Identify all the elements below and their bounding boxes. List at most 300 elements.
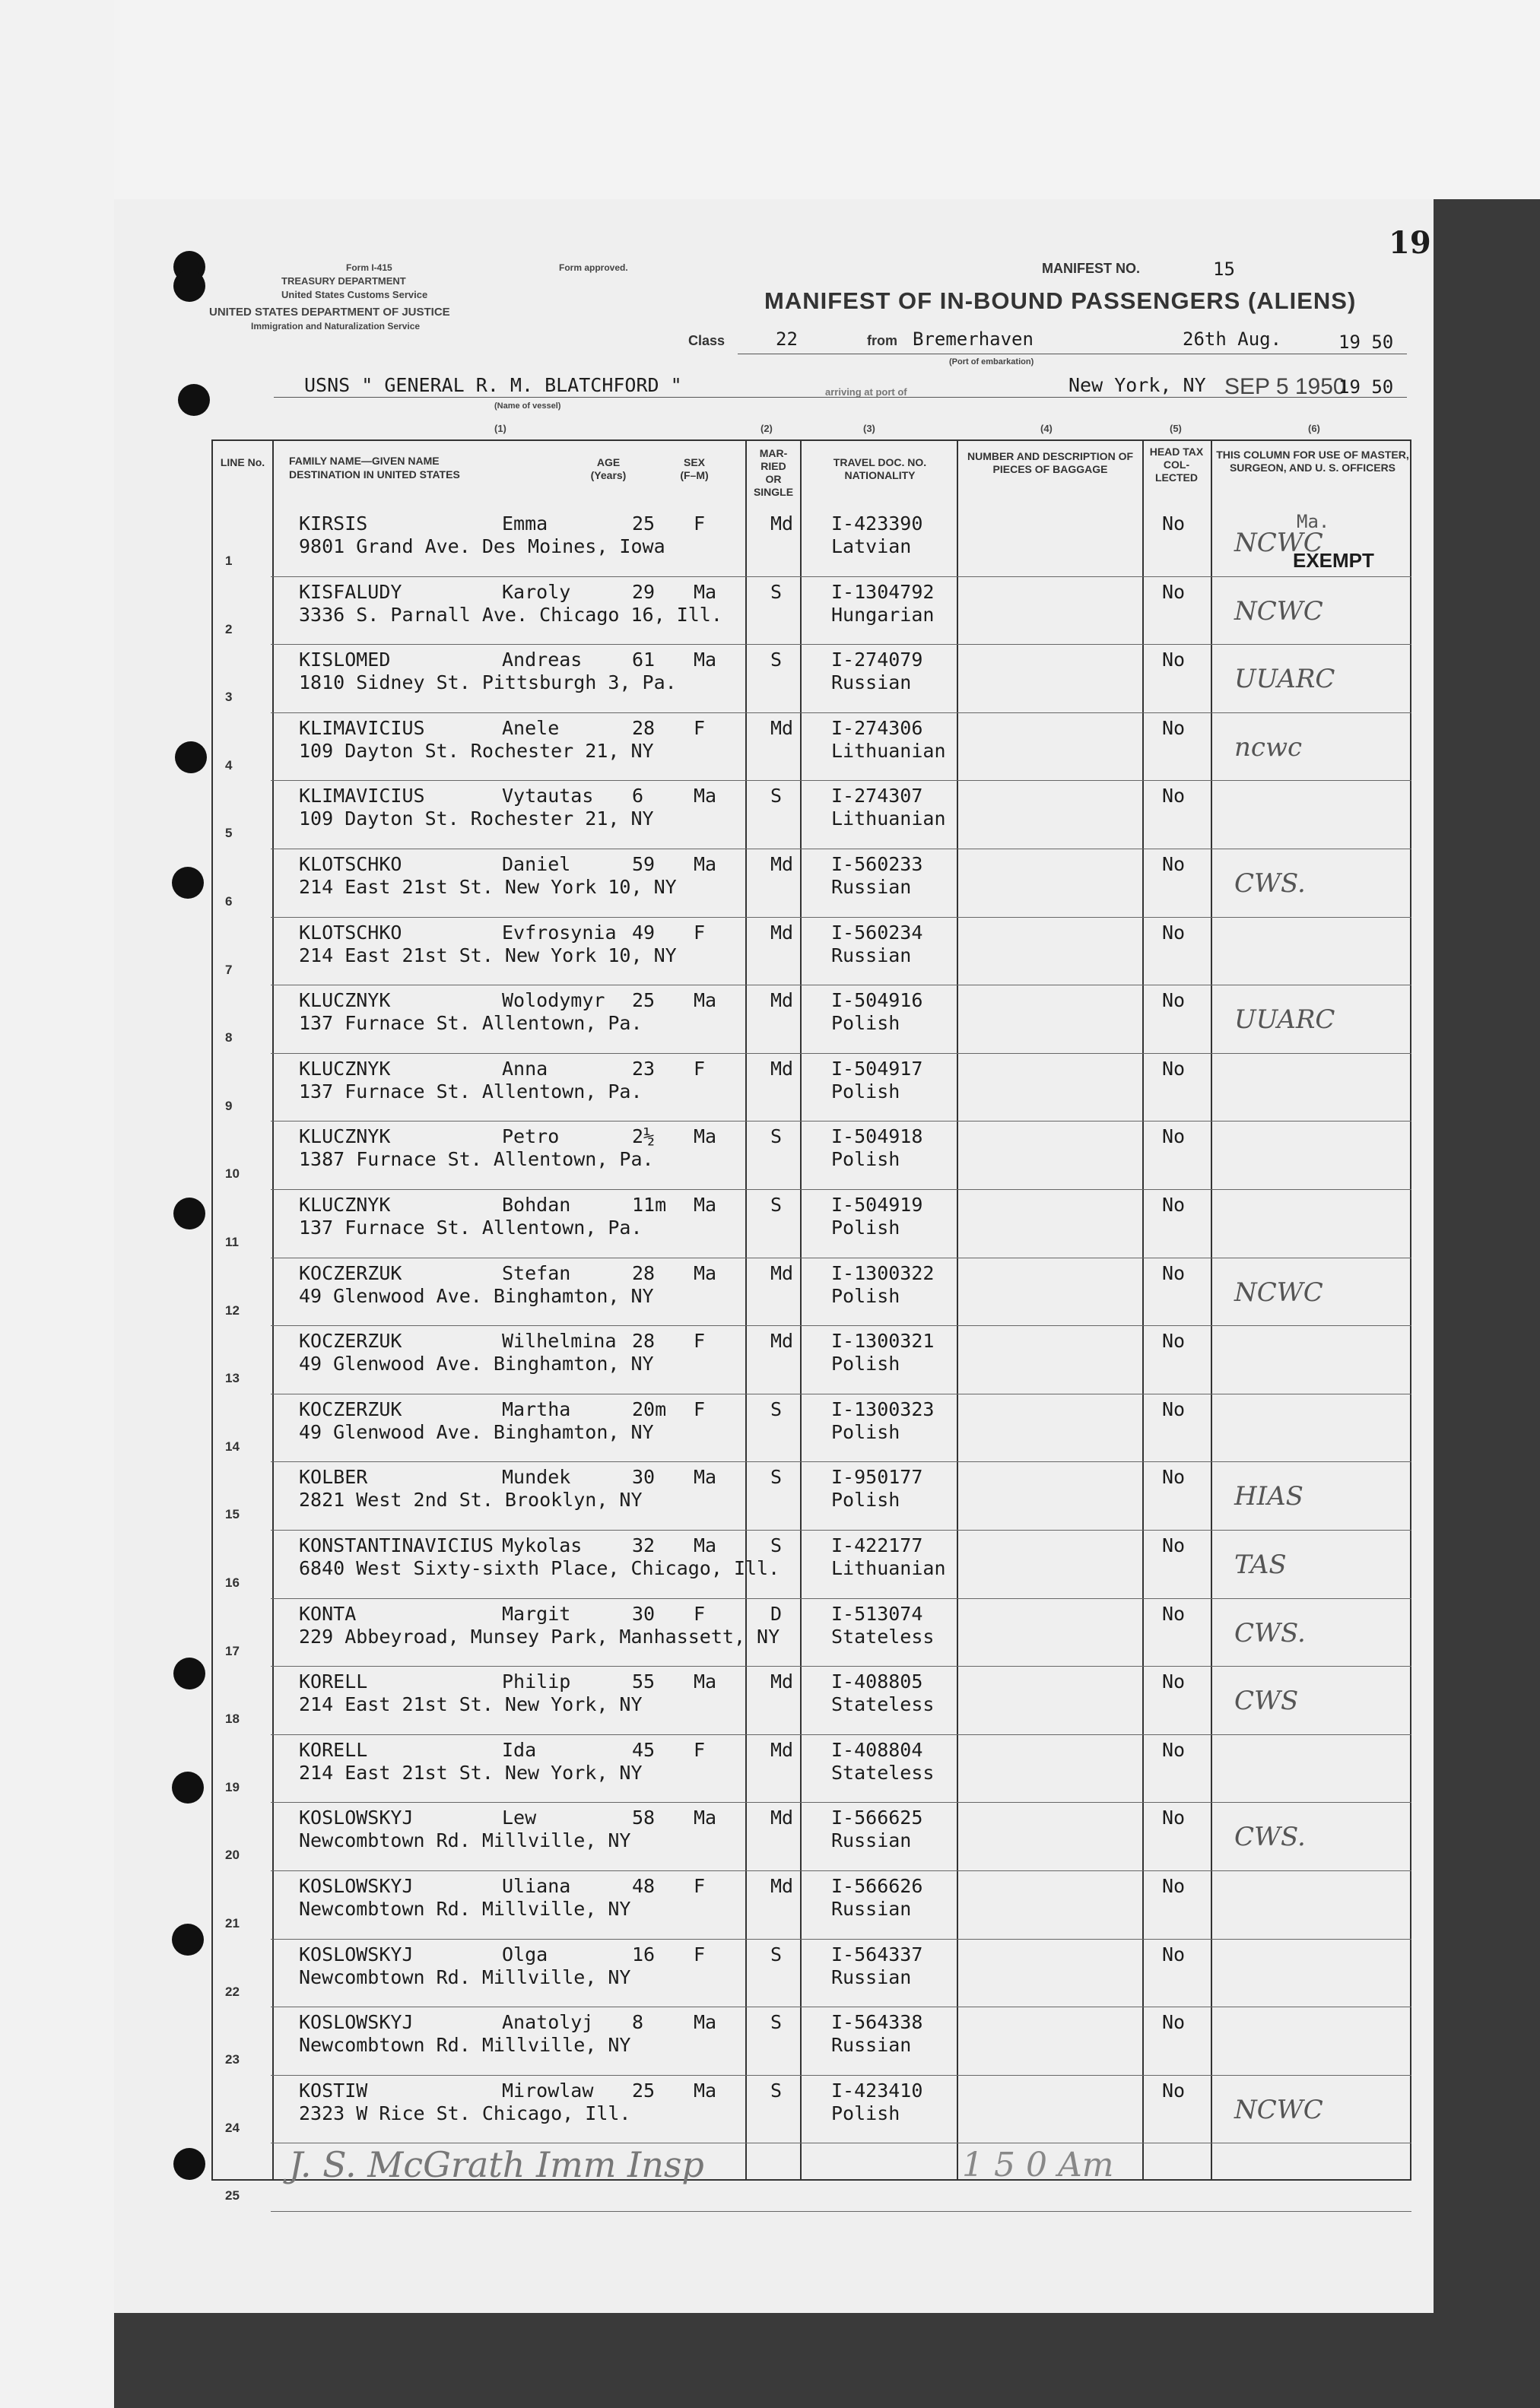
row-age: 30: [632, 1602, 656, 1625]
row-sex: Ma: [694, 649, 717, 671]
row-nationality: Polish: [831, 1284, 900, 1307]
row-line-number: 16: [225, 1575, 240, 1590]
row-divider: [271, 917, 1411, 918]
col-num-6: (6): [1308, 423, 1320, 434]
row-divider: [271, 1121, 1411, 1122]
row-sex: Ma: [694, 580, 717, 603]
col-num-2: (2): [760, 423, 773, 434]
col-head-destination: DESTINATION IN UNITED STATES: [289, 468, 460, 481]
row-sex: Ma: [694, 853, 717, 875]
row-travel-doc: I-422177: [831, 1534, 923, 1556]
row-officer-note: NCWC: [1234, 1277, 1323, 1308]
row-family-name: KIRSIS: [299, 512, 368, 535]
row-given-name: Margit: [502, 1602, 571, 1625]
row-head-tax: No: [1162, 1670, 1186, 1693]
row-nationality: Russian: [831, 876, 912, 898]
row-given-name: Karoly: [502, 580, 571, 603]
row-marital-status: S: [770, 1466, 783, 1489]
row-given-name: Olga: [502, 1943, 548, 1965]
row-destination: 214 East 21st St. New York, NY: [299, 1761, 643, 1784]
row-family-name: KONTA: [299, 1602, 357, 1625]
row-line-number: 11: [225, 1235, 239, 1249]
row-travel-doc: I-504916: [831, 989, 923, 1012]
row-age: 16: [632, 1943, 656, 1965]
row-destination: 9801 Grand Ave. Des Moines, Iowa: [299, 535, 665, 557]
row-line-number: 12: [225, 1302, 240, 1318]
row-family-name: KOSLOWSKYJ: [299, 1875, 414, 1897]
row-nationality: Russian: [831, 2034, 912, 2057]
row-head-tax: No: [1162, 1875, 1186, 1897]
row-officer-note: UUARC: [1234, 664, 1335, 695]
row-destination: Newcombtown Rd. Millville, NY: [299, 1898, 631, 1920]
row-age: 28: [632, 1261, 656, 1284]
row-given-name: Emma: [502, 512, 548, 535]
row-sex: Ma: [694, 1466, 717, 1489]
row-marital-status: S: [770, 649, 783, 671]
row-given-name: Anatolyj: [502, 2011, 594, 2034]
row-travel-doc: I-566625: [831, 1807, 923, 1829]
row-destination: 137 Furnace St. Allentown, Pa.: [299, 1080, 643, 1102]
row-marital-status: Md: [770, 921, 794, 944]
row-travel-doc: I-950177: [831, 1466, 923, 1489]
row-divider: [271, 1325, 1411, 1326]
row-age: 20m: [632, 1398, 667, 1420]
row-nationality: Russian: [831, 1829, 912, 1852]
row-age: 61: [632, 649, 656, 671]
row-head-tax: No: [1162, 785, 1186, 807]
row-sex: Ma: [694, 989, 717, 1012]
row-nationality: Stateless: [831, 1625, 935, 1648]
row-head-tax: No: [1162, 512, 1186, 535]
row-officer-note: HIAS: [1234, 1481, 1303, 1512]
row-line-number: 17: [225, 1643, 240, 1658]
row-marital-status: Md: [770, 989, 794, 1012]
manifest-no-value: 15: [1213, 259, 1235, 280]
punch-hole-icon: [173, 2148, 205, 2180]
row-given-name: Mundek: [502, 1466, 571, 1489]
row-nationality: Polish: [831, 1080, 900, 1102]
row-family-name: KOSLOWSKYJ: [299, 1943, 414, 1965]
row-divider: [271, 576, 1411, 577]
row-family-name: KLUCZNYK: [299, 1194, 391, 1216]
row-age: 25: [632, 989, 656, 1012]
row-head-tax: No: [1162, 1194, 1186, 1216]
row-line-number: 22: [225, 1984, 240, 1999]
col-head-age: AGE (Years): [590, 456, 627, 481]
row-age: 2½: [632, 1125, 656, 1148]
row-nationality: Russian: [831, 1965, 912, 1988]
row-sex: Ma: [694, 1125, 717, 1148]
row-family-name: KLUCZNYK: [299, 1057, 391, 1080]
row-age: 49: [632, 921, 656, 944]
row-age: 59: [632, 853, 656, 875]
row-marital-status: Md: [770, 1738, 794, 1761]
row-given-name: Wolodymyr: [502, 989, 605, 1012]
row-line-number: 5: [225, 826, 233, 841]
row-destination: 2821 West 2nd St. Brooklyn, NY: [299, 1489, 643, 1512]
row-head-tax: No: [1162, 1398, 1186, 1420]
dept-ins: Immigration and Naturalization Service: [251, 321, 421, 332]
row-marital-status: S: [770, 1943, 783, 1965]
row-head-tax: No: [1162, 1261, 1186, 1284]
punch-hole-icon: [173, 1658, 205, 1689]
row-family-name: KISFALUDY: [299, 580, 402, 603]
row-divider: [271, 1461, 1411, 1462]
row-head-tax: No: [1162, 1534, 1186, 1556]
row-sex: F: [694, 1057, 706, 1080]
from-label: from: [867, 333, 897, 348]
row-head-tax: No: [1162, 989, 1186, 1012]
row-family-name: KONSTANTINAVICIUS: [299, 1534, 494, 1556]
row-nationality: Russian: [831, 1898, 912, 1920]
row-marital-status: S: [770, 1194, 783, 1216]
row-nationality: Stateless: [831, 1761, 935, 1784]
page-number: 19: [1389, 225, 1431, 261]
row-nationality: Latvian: [831, 535, 912, 557]
row-head-tax: No: [1162, 2011, 1186, 2034]
row-marital-status: Md: [770, 1807, 794, 1829]
row-sex: F: [694, 1330, 706, 1353]
row-head-tax: No: [1162, 1807, 1186, 1829]
row-nationality: Polish: [831, 2102, 900, 2124]
row-line-number: 19: [225, 1779, 240, 1794]
departure-year: 19 50: [1338, 332, 1394, 353]
row-destination: Newcombtown Rd. Millville, NY: [299, 2034, 631, 2057]
row-sex: Ma: [694, 785, 717, 807]
row-age: 25: [632, 512, 656, 535]
row-age: 45: [632, 1738, 656, 1761]
row-head-tax: No: [1162, 1330, 1186, 1353]
vessel-sub: (Name of vessel): [494, 401, 561, 411]
row-marital-status: S: [770, 1398, 783, 1420]
row-head-tax: No: [1162, 1057, 1186, 1080]
punch-hole-icon: [172, 867, 204, 899]
row-line-number: 13: [225, 1371, 240, 1386]
row-family-name: KLUCZNYK: [299, 989, 391, 1012]
row-nationality: Hungarian: [831, 603, 935, 626]
arrival-year: 19 50: [1338, 376, 1394, 398]
row-marital-status: Md: [770, 1261, 794, 1284]
row-given-name: Wilhelmina: [502, 1330, 617, 1353]
col-head-family: FAMILY NAME—GIVEN NAME: [289, 455, 440, 467]
col-num-1: (1): [494, 423, 506, 434]
row-line-number: 9: [225, 1098, 233, 1113]
row-age: 29: [632, 580, 656, 603]
row-marital-status: S: [770, 1125, 783, 1148]
row-officer-note: CWS.: [1234, 868, 1306, 899]
row-family-name: KLUCZNYK: [299, 1125, 391, 1148]
dept-treasury: TREASURY DEPARTMENT: [281, 275, 406, 287]
row-age: 32: [632, 1534, 656, 1556]
row-nationality: Polish: [831, 1217, 900, 1239]
row-line-number: 21: [225, 1916, 240, 1931]
row-divider: [271, 1870, 1411, 1871]
row-divider: [271, 2075, 1411, 2076]
col-num-4: (4): [1040, 423, 1053, 434]
row-travel-doc: I-1304792: [831, 580, 935, 603]
row-line-number: 14: [225, 1439, 240, 1454]
row-sex: Ma: [694, 1194, 717, 1216]
punch-hole-icon: [173, 270, 205, 302]
row-marital-status: Md: [770, 1330, 794, 1353]
row-given-name: Uliana: [502, 1875, 571, 1897]
row-officer-note: TAS: [1234, 1550, 1287, 1580]
row-travel-doc: I-423390: [831, 512, 923, 535]
row-given-name: Andreas: [502, 649, 583, 671]
row-destination: 214 East 21st St. New York 10, NY: [299, 944, 677, 966]
col-head-line: LINE No.: [220, 456, 265, 468]
row-travel-doc: I-560233: [831, 853, 923, 875]
row-marital-status: Md: [770, 1875, 794, 1897]
row-family-name: KOCZERZUK: [299, 1261, 402, 1284]
row-divider: [271, 1666, 1411, 1667]
row-marital-status: Md: [770, 512, 794, 535]
row-sex: F: [694, 921, 706, 944]
col-head-married: MAR- RIED OR SINGLE: [753, 447, 794, 498]
row-destination: 1810 Sidney St. Pittsburgh 3, Pa.: [299, 671, 677, 694]
row-destination: Newcombtown Rd. Millville, NY: [299, 1965, 631, 1988]
row-travel-doc: I-504919: [831, 1194, 923, 1216]
manifest-title: MANIFEST OF IN-BOUND PASSENGERS (ALIENS): [764, 287, 1357, 314]
row-line-number: 18: [225, 1712, 240, 1727]
scan-background-top: [0, 0, 1540, 199]
row-sex: Ma: [694, 1261, 717, 1284]
row-sex: F: [694, 1875, 706, 1897]
punch-hole-icon: [172, 1772, 204, 1804]
class-label: Class: [688, 333, 726, 348]
row-destination: 109 Dayton St. Rochester 21, NY: [299, 807, 654, 830]
row-marital-status: S: [770, 785, 783, 807]
row1-master-mark: Ma.: [1297, 511, 1330, 532]
punch-hole-icon: [173, 1198, 205, 1229]
row-marital-status: Md: [770, 1057, 794, 1080]
row-family-name: KOSLOWSKYJ: [299, 1807, 414, 1829]
row-officer-note: NCWC: [1234, 595, 1323, 627]
row-destination: 229 Abbeyroad, Munsey Park, Manhassett, NY: [299, 1625, 780, 1648]
row-divider: [271, 1939, 1411, 1940]
row-sex: Ma: [694, 2079, 717, 2102]
row-family-name: KISLOMED: [299, 649, 391, 671]
row-age: 58: [632, 1807, 656, 1829]
row-divider: [271, 1598, 1411, 1599]
row-family-name: KLOTSCHKO: [299, 921, 402, 944]
row-head-tax: No: [1162, 1943, 1186, 1965]
row-head-tax: No: [1162, 649, 1186, 671]
row-given-name: Anele: [502, 716, 560, 739]
row-family-name: KOSTIW: [299, 2079, 368, 2102]
row-given-name: Vytautas: [502, 785, 594, 807]
row-line-number: 10: [225, 1166, 240, 1182]
dept-customs: United States Customs Service: [281, 289, 428, 300]
row-line-number: 3: [225, 690, 233, 705]
dept-justice: UNITED STATES DEPARTMENT OF JUSTICE: [209, 306, 450, 319]
row-travel-doc: I-274307: [831, 785, 923, 807]
row-given-name: Petro: [502, 1125, 560, 1148]
row-sex: Ma: [694, 1807, 717, 1829]
row-officer-note: ncwc: [1234, 731, 1303, 763]
row-marital-status: S: [770, 1534, 783, 1556]
row-travel-doc: I-1300321: [831, 1330, 935, 1353]
row-line-number: 7: [225, 962, 233, 977]
row-divider: [271, 644, 1411, 645]
row-travel-doc: I-560234: [831, 921, 923, 944]
row-sex: F: [694, 1943, 706, 1965]
row-sex: Ma: [694, 1534, 717, 1556]
row-family-name: KOLBER: [299, 1466, 368, 1489]
row-age: 48: [632, 1875, 656, 1897]
row-travel-doc: I-564337: [831, 1943, 923, 1965]
row-destination: 1387 Furnace St. Allentown, Pa.: [299, 1148, 654, 1171]
row-nationality: Polish: [831, 1489, 900, 1512]
row-nationality: Lithuanian: [831, 739, 946, 762]
row-given-name: Lew: [502, 1807, 537, 1829]
row-line-number: 20: [225, 1848, 240, 1863]
row-marital-status: Md: [770, 716, 794, 739]
row-travel-doc: I-274079: [831, 649, 923, 671]
row-given-name: Daniel: [502, 853, 571, 875]
row-nationality: Russian: [831, 944, 912, 966]
form-approved: Form approved.: [559, 262, 628, 273]
row-line-number: 23: [225, 2052, 240, 2067]
row-given-name: Bohdan: [502, 1194, 571, 1216]
row-given-name: Anna: [502, 1057, 548, 1080]
form-number: Form I-415: [346, 262, 392, 273]
row-head-tax: No: [1162, 2079, 1186, 2102]
row-family-name: KOCZERZUK: [299, 1398, 402, 1420]
row-family-name: KLIMAVICIUS: [299, 716, 425, 739]
arriving-label: arriving at port of: [825, 386, 907, 398]
row-sex: Ma: [694, 2011, 717, 2034]
col-head-sex: SEX (F–M): [680, 456, 709, 481]
row-officer-note: NCWC: [1234, 528, 1323, 558]
row-head-tax: No: [1162, 1125, 1186, 1148]
row-officer-note: CWS.: [1234, 1822, 1306, 1853]
row-divider: [271, 712, 1411, 713]
row-nationality: Polish: [831, 1353, 900, 1375]
row-divider: [271, 780, 1411, 781]
row-age: 25: [632, 2079, 656, 2102]
row-officer-note: CWS: [1234, 1686, 1299, 1717]
row-line-number: 15: [225, 1507, 240, 1522]
row-nationality: Russian: [831, 671, 912, 694]
row-head-tax: No: [1162, 580, 1186, 603]
departure-date: 26th Aug.: [1183, 328, 1282, 350]
arrival-stamp: SEP 5 1950: [1224, 374, 1346, 399]
row-destination: 2323 W Rice St. Chicago, Ill.: [299, 2102, 631, 2124]
row-line-number: 6: [225, 894, 233, 909]
row-destination: 6840 West Sixty-sixth Place, Chicago, Ill.: [299, 1557, 780, 1579]
row-nationality: Lithuanian: [831, 807, 946, 830]
row-family-name: KOCZERZUK: [299, 1330, 402, 1353]
row-destination: 109 Dayton St. Rochester 21, NY: [299, 739, 654, 762]
row-officer-note: NCWC: [1234, 2094, 1323, 2125]
row-destination: 49 Glenwood Ave. Binghamton, NY: [299, 1420, 654, 1443]
row-line-number: 25: [225, 2188, 240, 2203]
punch-hole-icon: [172, 1924, 204, 1956]
row-nationality: Polish: [831, 1420, 900, 1443]
row-marital-status: Md: [770, 1670, 794, 1693]
row-age: 6: [632, 785, 644, 807]
row-travel-doc: I-1300322: [831, 1261, 935, 1284]
row-travel-doc: I-566626: [831, 1875, 923, 1897]
row-head-tax: No: [1162, 1738, 1186, 1761]
row-given-name: Ida: [502, 1738, 537, 1761]
row-nationality: Polish: [831, 1148, 900, 1171]
row-sex: Ma: [694, 1670, 717, 1693]
row-nationality: Lithuanian: [831, 1557, 946, 1579]
row-nationality: Stateless: [831, 1693, 935, 1716]
row-age: 55: [632, 1670, 656, 1693]
row-given-name: Philip: [502, 1670, 571, 1693]
row-nationality: Polish: [831, 1012, 900, 1035]
row-marital-status: D: [770, 1602, 783, 1625]
row-destination: Newcombtown Rd. Millville, NY: [299, 1829, 631, 1852]
row-family-name: KORELL: [299, 1670, 368, 1693]
row-travel-doc: I-274306: [831, 716, 923, 739]
row-age: 23: [632, 1057, 656, 1080]
row-given-name: Evfrosynia: [502, 921, 617, 944]
col-head-doc: TRAVEL DOC. NO. NATIONALITY: [833, 456, 927, 481]
row-line-number: 24: [225, 2120, 240, 2135]
row-age: 28: [632, 716, 656, 739]
row-line-number: 1: [225, 554, 233, 568]
row-sex: F: [694, 1398, 706, 1420]
row-divider: [271, 1734, 1411, 1735]
row-age: 11m: [632, 1194, 667, 1216]
row-travel-doc: I-408804: [831, 1738, 923, 1761]
row-head-tax: No: [1162, 1466, 1186, 1489]
row-travel-doc: I-408805: [831, 1670, 923, 1693]
vessel-name: USNS " GENERAL R. M. BLATCHFORD ": [304, 374, 682, 396]
row-sex: F: [694, 512, 706, 535]
port-embark-sub: (Port of embarkation): [949, 357, 1034, 366]
row-given-name: Mirowlaw: [502, 2079, 594, 2102]
row-travel-doc: I-504918: [831, 1125, 923, 1148]
punch-hole-icon: [178, 384, 210, 416]
col-head-tax: HEAD TAX COL- LECTED: [1149, 446, 1204, 484]
row-officer-note: CWS.: [1234, 1617, 1306, 1648]
manifest-no-label: MANIFEST NO.: [1042, 261, 1140, 276]
row-divider: [271, 1053, 1411, 1054]
row-family-name: KLIMAVICIUS: [299, 785, 425, 807]
row-marital-status: Md: [770, 853, 794, 875]
row-given-name: Mykolas: [502, 1534, 583, 1556]
row-destination: 214 East 21st St. New York 10, NY: [299, 876, 677, 898]
vessel-rule: [274, 397, 1407, 398]
row-family-name: KORELL: [299, 1738, 368, 1761]
row-sex: F: [694, 716, 706, 739]
row-divider: [271, 1802, 1411, 1803]
row-travel-doc: I-504917: [831, 1057, 923, 1080]
row-marital-status: S: [770, 580, 783, 603]
row-age: 8: [632, 2011, 644, 2034]
col-num-3: (3): [863, 423, 875, 434]
row-travel-doc: I-513074: [831, 1602, 923, 1625]
exempt-stamp: EXEMPT: [1293, 549, 1374, 572]
arrival-port: New York, NY: [1068, 374, 1206, 396]
row-sex: F: [694, 1738, 706, 1761]
row-given-name: Martha: [502, 1398, 571, 1420]
row-officer-note: UUARC: [1234, 1004, 1335, 1036]
row-destination: 137 Furnace St. Allentown, Pa.: [299, 1012, 643, 1035]
row-head-tax: No: [1162, 1602, 1186, 1625]
row-travel-doc: I-423410: [831, 2079, 923, 2102]
row-family-name: KOSLOWSKYJ: [299, 2011, 414, 2034]
from-value: Bremerhaven: [913, 328, 1034, 350]
row-divider: [271, 1530, 1411, 1531]
punch-hole-icon: [175, 741, 207, 773]
scan-background-left: [0, 0, 114, 2408]
